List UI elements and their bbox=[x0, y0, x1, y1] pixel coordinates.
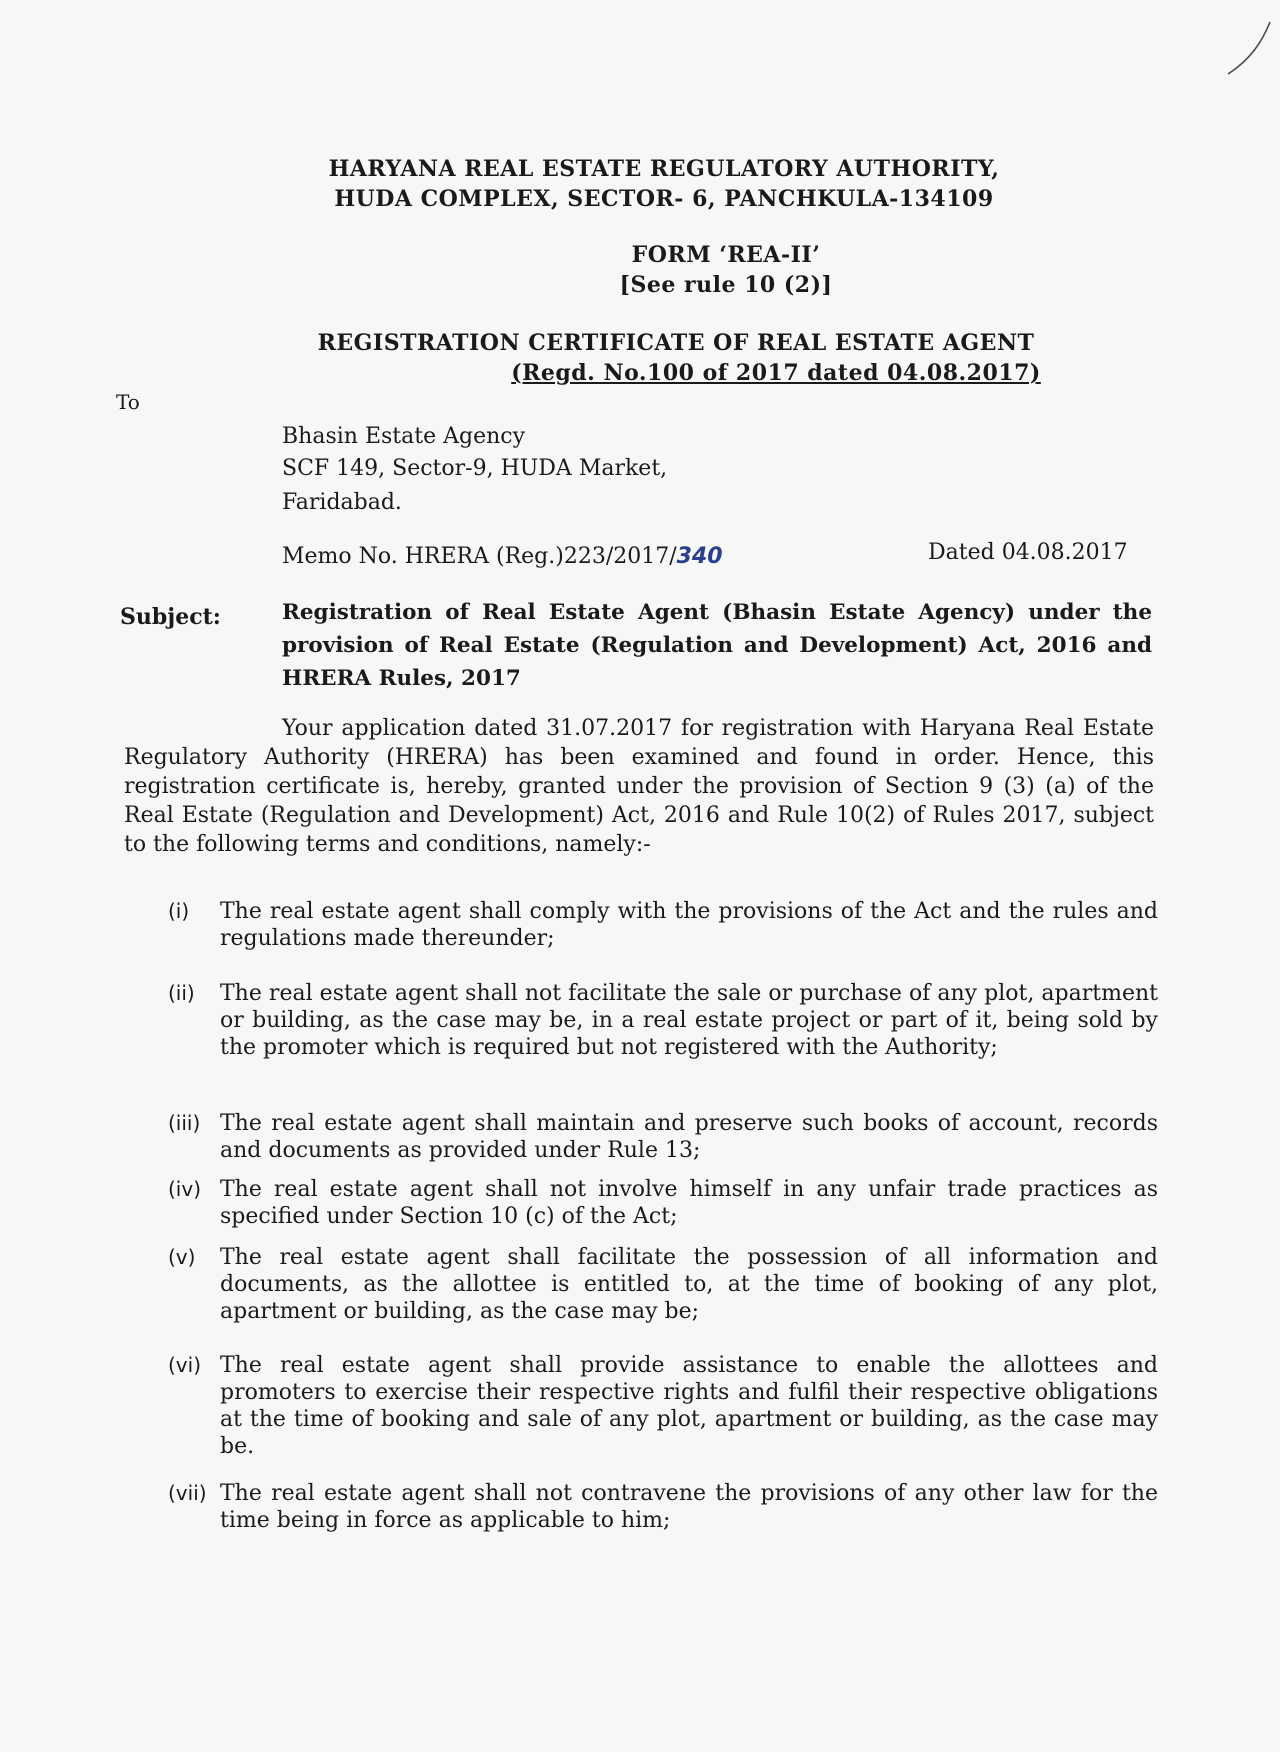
subject-text: Registration of Real Estate Agent (Bhasin Estate Agency) under the provision of Real Estate (Regulation and Development) Act, 2016 and HRERA Rules, 2017 bbox=[282, 600, 1152, 691]
condition-item bbox=[168, 1244, 1158, 1325]
subject-label: Subject: bbox=[120, 604, 221, 630]
condition-number: (i) bbox=[168, 899, 190, 923]
to-label: To bbox=[116, 390, 140, 414]
addressee-line2: Faridabad. bbox=[282, 490, 402, 515]
condition-text: The real estate agent shall not facilitate the sale or purchase of any plot, apartment or building, as the case may be, in a real estate project or part of it, being sold by the promoter which is required but not registered with the Authority; bbox=[220, 981, 1158, 1060]
registration-number: (Regd. No.100 of 2017 dated 04.08.2017) bbox=[511, 360, 1041, 386]
body-paragraph: Your application dated 31.07.2017 for registration with Haryana Real Estate Regulatory Authority (HRERA) has been examined and found in order. Hence, this registration certificate is, hereby, granted under the provision of Section 9 (3) (a) of the Real Estate (Regulation and Development) Act, 2016 and Rule 10(2) of Rules 2017, subject to the following terms and conditions, namely:- bbox=[124, 716, 1154, 857]
condition-item bbox=[168, 1176, 1158, 1230]
condition-item bbox=[168, 980, 1158, 1061]
condition-text: The real estate agent shall provide assistance to enable the allottees and promoters to exercise their respective rights and fulfil their respective obligations at the time of booking and sale of any plot, apartment or building, as the case may be. bbox=[220, 1353, 1158, 1459]
form-name: FORM ‘REA-II’ bbox=[631, 242, 821, 268]
memo-text: Memo No. HRERA (Reg.)223/2017/ bbox=[282, 544, 677, 569]
certificate-title: REGISTRATION CERTIFICATE OF REAL ESTATE AGENT bbox=[317, 330, 1035, 356]
condition-number: (iii) bbox=[168, 1111, 201, 1135]
memo-number bbox=[282, 544, 723, 569]
addressee-name: Bhasin Estate Agency bbox=[282, 424, 526, 449]
authority-address: HUDA COMPLEX, SECTOR- 6, PANCHKULA-134109 bbox=[334, 186, 994, 212]
condition-number: (iv) bbox=[168, 1177, 201, 1201]
condition-item bbox=[168, 1110, 1158, 1164]
condition-item bbox=[168, 1352, 1158, 1460]
condition-text: The real estate agent shall comply with the provisions of the Act and the rules and regulations made thereunder; bbox=[220, 899, 1158, 951]
addressee-line1: SCF 149, Sector-9, HUDA Market, bbox=[282, 456, 668, 481]
memo-date: Dated 04.08.2017 bbox=[928, 540, 1128, 565]
condition-number: (vi) bbox=[168, 1353, 201, 1377]
condition-text: The real estate agent shall not involve himself in any unfair trade practices as specified under Section 10 (c) of the Act; bbox=[220, 1177, 1158, 1229]
condition-number: (vii) bbox=[168, 1481, 207, 1505]
rule-reference: [See rule 10 (2)] bbox=[619, 272, 833, 298]
pen-mark bbox=[1222, 18, 1280, 78]
condition-item bbox=[168, 898, 1158, 952]
condition-text: The real estate agent shall not contravene the provisions of any other law for the time being in force as applicable to him; bbox=[220, 1481, 1158, 1533]
condition-item bbox=[168, 1480, 1158, 1534]
condition-text: The real estate agent shall facilitate the possession of all information and documents, as the allottee is entitled to, at the time of booking of any plot, apartment or building, as the case may be; bbox=[220, 1245, 1158, 1324]
condition-text: The real estate agent shall maintain and preserve such books of account, records and documents as provided under Rule 13; bbox=[220, 1111, 1158, 1163]
memo-handwritten-number: 340 bbox=[676, 544, 723, 569]
authority-name: HARYANA REAL ESTATE REGULATORY AUTHORITY, bbox=[328, 156, 1000, 182]
condition-number: (v) bbox=[168, 1245, 196, 1269]
condition-number: (ii) bbox=[168, 981, 195, 1005]
